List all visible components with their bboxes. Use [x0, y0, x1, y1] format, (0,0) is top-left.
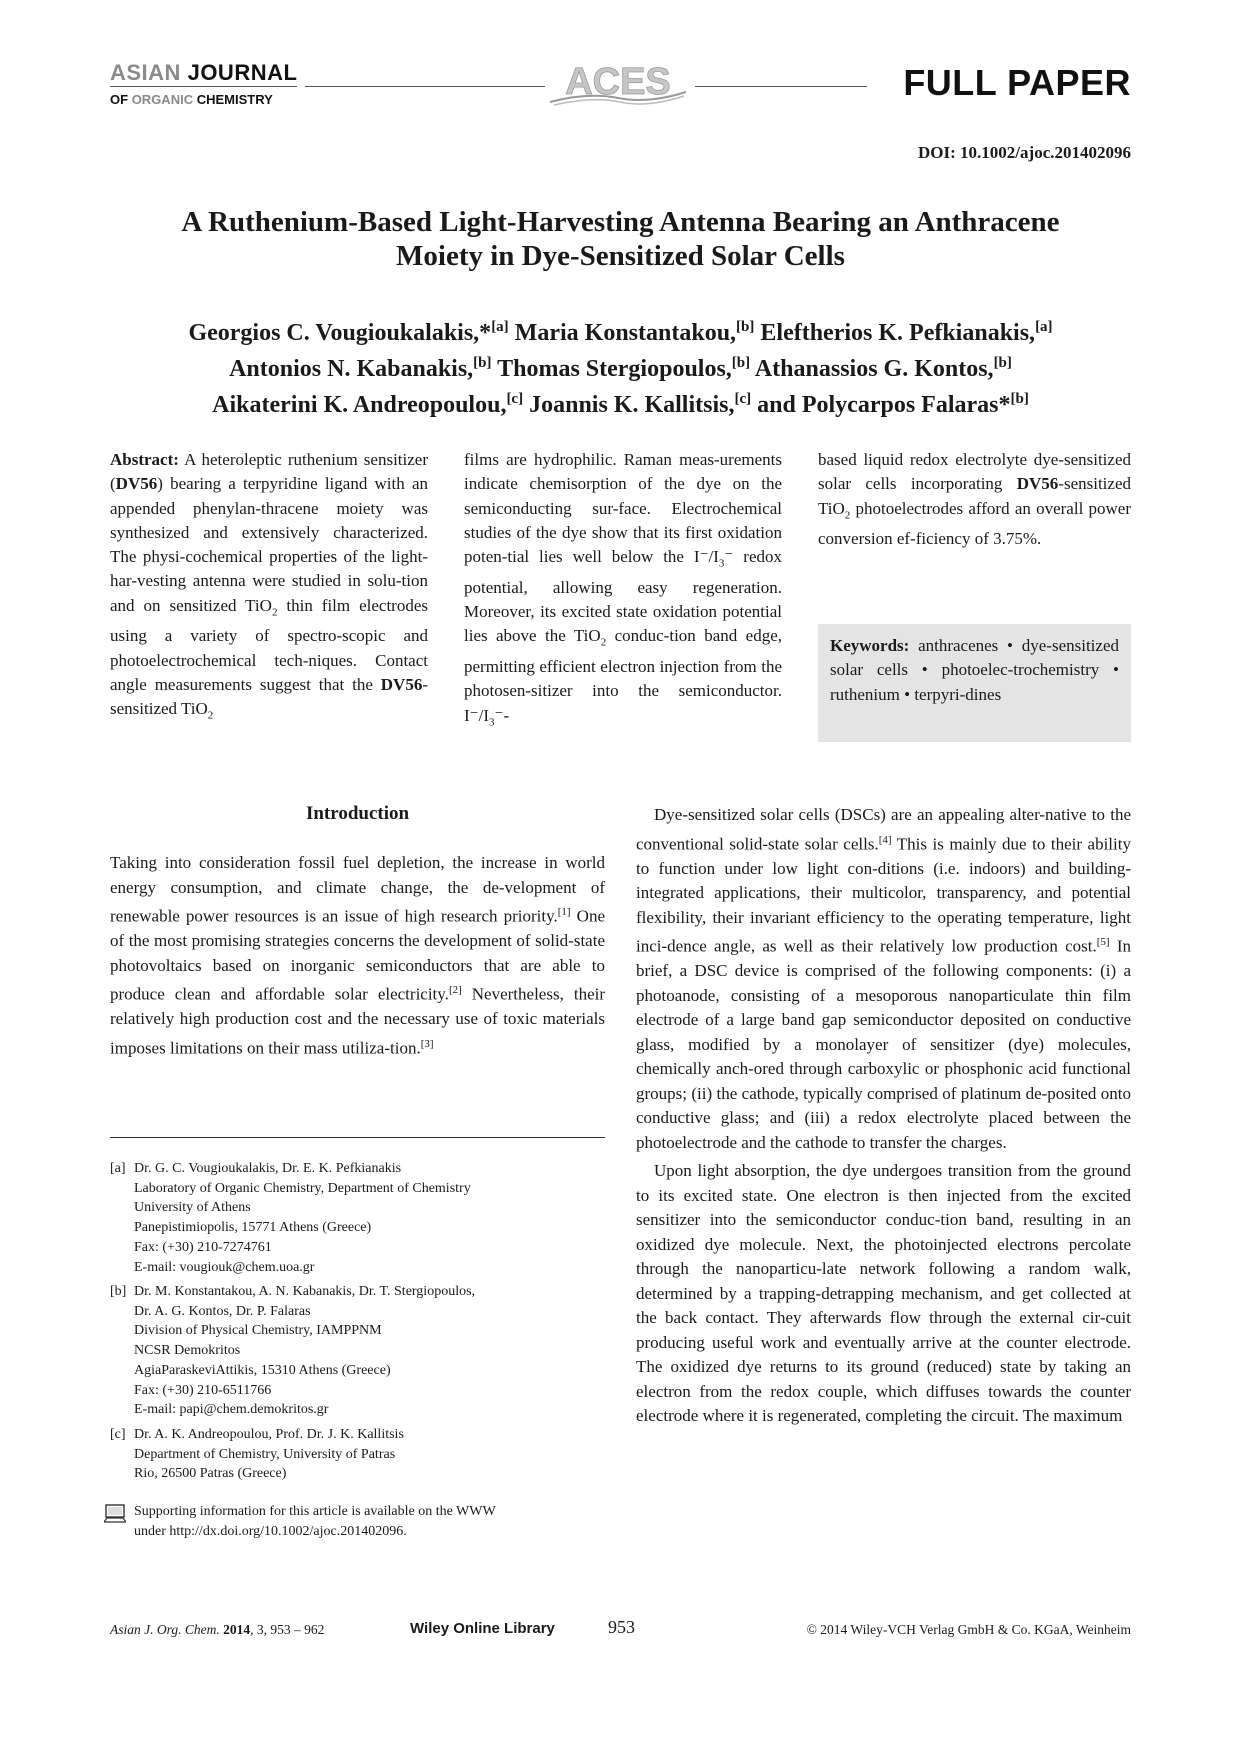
section-heading-introduction: Introduction: [305, 803, 410, 824]
author: Athanassios G. Kontos,: [754, 356, 994, 382]
abstract-column-3: based liquid redox electrolyte dye-sensitized solar cells incorporating DV56-sensitized TiO$_2$ photoelectrodes afford an overall power conversion ef-ficiency of 3.75%.: [818, 450, 1131, 549]
intro-left-column: [110, 851, 605, 1061]
author: Georgios C. Vougioukalakis,*: [188, 320, 492, 346]
keywords-box: [818, 624, 1131, 742]
doi: DOI: 10.1002/ajoc.201402096: [918, 143, 1131, 162]
author: Maria Konstantakou,: [514, 320, 737, 346]
abstract-label: Abstract:: [110, 450, 179, 469]
paper-type: FULL PAPER: [903, 62, 1131, 103]
intro-paragraph-2: Dye-sensitized solar cells (DSCs) are an appealing alter-native to the conventional solid-state solar cells.[4] This is mainly due to their ability to function under low light con-ditions (i.e. indoors) and building-integrated applications, their multicolor, transparency, and potential flexibility, their invariant efficiency to the operating temperature, light inci-dence angle, as well as their relatively low production cost.[5] In brief, a DSC device is comprised of the following components: (i) a photoanode, consisting of a mesoporous nanoparticulate thin film electrode of a large band gap semiconductor deposited on conductive glass, modified by a monolayer of sensitizer (dye) molecules, chemically anch-ored through carboxylic or phosphonic acid functional groups; (ii) the cathode, typically comprised of platinum de-posited onto conductive glass; and (iii) a redox electrolyte placed between the photoelectrode and the cathode to transfer the charges.: [636, 805, 1131, 1152]
journal-subtitle: OF ORGANIC CHEMISTRY: [110, 92, 273, 107]
journal-word-journal: JOURNAL: [187, 60, 298, 85]
author: Antonios N. Kabanakis,: [229, 356, 474, 382]
author: Eleftherios K. Pefkianakis,: [760, 320, 1036, 346]
keywords-list: anthracenes • dye-sensitized solar cells • photoelec-trochemistry • ruthenium • terpyri-dines: [830, 636, 1119, 704]
aces-logo-text: ACES: [565, 62, 671, 103]
affiliation-c: [c] Dr. A. K. Andreopoulou, Prof. Dr. J. K. Kallitsis Department of Chemistry, University of Patras Rio, 26500 Patras (Greece): [110, 1427, 404, 1482]
intro-right-column: [636, 803, 1131, 1429]
header-rule-mid-right: [695, 86, 867, 87]
journal-word-asian: ASIAN: [110, 60, 181, 85]
header-rule-mid-left: [305, 86, 545, 87]
footer-citation: Asian J. Org. Chem. 2014, 3, 953 – 962: [110, 1622, 325, 1637]
author: Thomas Stergiopoulos,: [497, 356, 732, 382]
affiliation-a: [a] Dr. G. C. Vougioukalakis, Dr. E. K. Pefkianakis Laboratory of Organic Chemistry, Department of Chemistry University of Athens Panepistimiopolis, 15771 Athens (Greece) Fax: (+30) 210-7274761 E-mail: vougiouk@chem.uoa.gr: [110, 1161, 471, 1275]
intro-paragraph-1: Taking into consideration fossil fuel depletion, the increase in world energy consumption, and climate change, the de-velopment of renewable power resources is an issue of high research priority.[1] One of the most promising strategies concerns the development of solid-state photovoltaics based on inorganic semiconductors that are able to produce clean and affordable solar electricity.[2] Nevertheless, their relatively high production cost and the necessary use of toxic materials imposes limitations on their mass utiliza-tion.[3]: [110, 853, 606, 1058]
aces-logo: [548, 62, 688, 106]
supporting-information-note: Supporting information for this article is available on the WWW under http://dx.doi.org/10.1002/ajoc.201402096.: [134, 1504, 496, 1539]
author-list: Georgios C. Vougioukalakis,*[a] Maria Konstantakou,[b] Eleftherios K. Pefkianakis,[a] Antonios N. Kabanakis,[b] Thomas Stergiopoulos,[b] Athanassios G. Kontos,[b] Aikaterini K. Andreopoulou,[c] Joannis K. Kallitsis,[c] and Polycarpos Falaras*[b]: [188, 319, 1053, 418]
author: and Polycarpos Falaras*: [757, 392, 1011, 418]
page-number: 953: [608, 1617, 635, 1637]
journal-name: [110, 60, 297, 86]
keywords-label: Keywords:: [830, 636, 910, 655]
header-rule-left: [110, 86, 297, 87]
wiley-online-library: Wiley Online Library: [410, 1620, 555, 1637]
intro-paragraph-3: Upon light absorption, the dye undergoes transition from the ground to its excited state. One electron is then injected from the excited sensitizer into the semiconductor conduc-tion band, resulting in an oxidized dye molecule. Next, the photoinjected electrons percolate through the nanoparticu-late network following a random walk, determined by a trapping-detrapping mechanism, and get collected at the back contact. They afterwards flow through the external cir-cuit producing useful work and eventually arrive at the counter electrode. The oxidized dye returns to its ground (reduced) state by taking an electron from the redox couple, which diffuses towards the counter electrode where it is regenerated, completing the circuit. The maximum: [636, 1161, 1131, 1426]
footer-copyright: © 2014 Wiley-VCH Verlag GmbH & Co. KGaA, Weinheim: [806, 1622, 1131, 1637]
abstract-column-2: films are hydrophilic. Raman meas-urements indicate chemisorption of the dye on the semiconducting sur-face. Electrochemical studies of the dye show that its first oxidation poten-tial lies well below the $I^-/I_3^-$ redox potential, allowing easy regeneration. Moreover, its excited state oxidation potential lies above the TiO$_2$ conduc-tion band edge, permitting efficient electron injection from the photosen-sitizer into the semiconductor. $I^-/I_3^--$: [464, 450, 782, 729]
author: Joannis K. Kallitsis,: [529, 392, 735, 418]
footnote-divider: [110, 1137, 605, 1138]
abstract-column-1: Abstract: A heteroleptic ruthenium sensitizer (DV56) bearing a terpyridine ligand with an appended phenylan-thracene moiety was synthesized and extensively characterized. The physi-cochemical properties of the light-har-vesting antenna were studied in solu-tion and on sensitized TiO$_2$ thin film electrodes using a variety of spectro-scopic and photoelectrochemical tech-niques. Contact angle measurements suggest that the DV56-sensitized TiO$_2$: [110, 450, 428, 722]
article-title: A Ruthenium-Based Light-Harvesting Antenna Bearing an Anthracene Moiety in Dye-Sensitized Solar Cells: [181, 206, 1060, 272]
affiliation-b: [b] Dr. M. Konstantakou, A. N. Kabanakis, Dr. T. Stergiopoulos, Dr. A. G. Kontos, Dr. P. Falaras Division of Physical Chemistry, IAMPPNM NCSR Demokritos AgiaParaskeviAttikis, 15310 Athens (Greece) Fax: (+30) 210-6511766 E-mail: papi@chem.demokritos.gr: [110, 1284, 476, 1418]
author: Aikaterini K. Andreopoulou,: [212, 392, 507, 418]
